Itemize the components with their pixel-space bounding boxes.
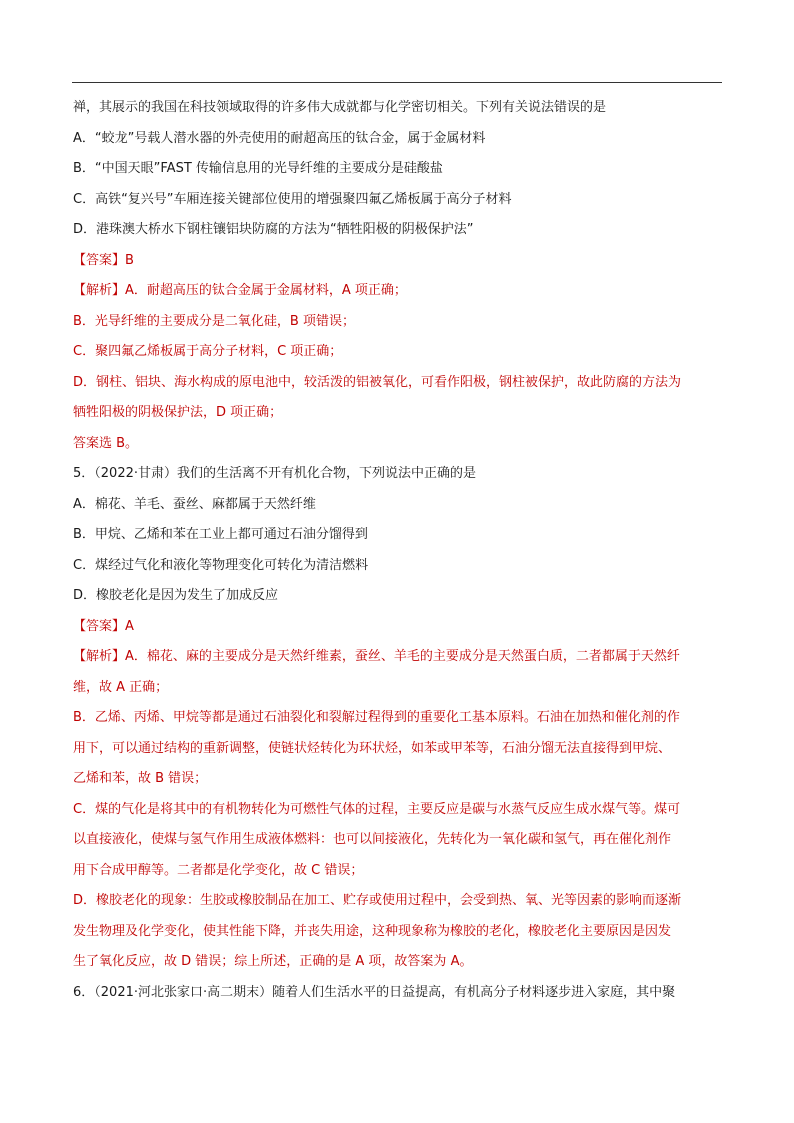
analysis-line: 以直接液化，使煤与氢气作用生成液体燃料：也可以间接液化，先转化为一氧化碳和氢气，再在催化剂作 (73, 832, 672, 847)
option-line: C．煤经过气化和液化等物理变化可转化为清洁燃料 (73, 557, 369, 573)
answer-line: 【答案】A (73, 618, 134, 634)
option-line: B．“中国天眼”FAST 传输信息用的光导纤维的主要成分是硅酸盐 (73, 161, 443, 176)
analysis-line: 牺牲阳极的阴极保护法，D 项正确； (73, 405, 283, 420)
answer-choice-line: 答案选 B。 (73, 435, 139, 451)
question-line: 6．（2021·河北张家口·高二期末）随着人们生活水平的日益提高，有机高分子材料逐步进入家庭，其中聚 (73, 984, 676, 1000)
document-body (73, 100, 723, 1015)
header-rule (72, 82, 722, 83)
analysis-line: C．聚四氟乙烯板属于高分子材料，C 项正确； (73, 344, 343, 359)
analysis-line: 用下，可以通过结构的重新调整，使链状烃转化为环状烃，如苯或甲苯等，石油分馏无法直接得到甲烷、 (73, 740, 672, 756)
analysis-line: 维，故 A 正确； (73, 679, 169, 695)
analysis-line: 用下合成甲醇等。二者都是化学变化，故 C 错误； (73, 862, 364, 878)
text-line: 禅，其展示的我国在科技领域取得的许多伟大成就都与化学密切相关。下列有关说法错误的是 (73, 100, 607, 115)
analysis-line: 生了氧化反应，故 D 错误；综上所述，正确的是 A 项，故答案为 A。 (73, 954, 473, 969)
analysis-line: B．乙烯、丙烯、甲烷等都是通过石油裂化和裂解过程得到的重要化工基本原料。石油在加热和催化剂的作 (73, 710, 680, 725)
analysis-line: C．煤的气化是将其中的有机物转化为可燃性气体的过程，主要反应是碳与水蒸气反应生成水煤气等。煤可 (73, 801, 681, 817)
option-line: D．港珠澳大桥水下钢柱镶铝块防腐的方法为“牺牲阳极的阴极保护法” (73, 222, 474, 237)
option-line: B．甲烷、乙烯和苯在工业上都可通过石油分馏得到 (73, 527, 368, 542)
option-line: A．棉花、羊毛、蚕丝、麻都属于天然纤维 (73, 496, 316, 512)
option-line: A．“蛟龙”号载人潜水器的外壳使用的耐超高压的钛合金，属于金属材料 (73, 130, 486, 146)
question-line: 5．（2022·甘肃）我们的生活离不开有机化合物，下列说法中正确的是 (73, 466, 476, 481)
answer-line: 【答案】B (73, 252, 134, 268)
analysis-line: 乙烯和苯，故 B 错误； (73, 771, 208, 786)
analysis-line: D．钢柱、铝块、海水构成的原电池中，较活泼的铝被氧化，可看作阳极，钢柱被保护，故此防腐的方法为 (73, 374, 682, 390)
option-line: C．高铁“复兴号”车厢连接关键部位使用的增强聚四氟乙烯板属于高分子材料 (73, 191, 512, 207)
analysis-line: D．橡胶老化的现象：生胶或橡胶制品在加工、贮存或使用过程中，会受到热、氧、光等因素的影响而逐渐 (73, 893, 682, 908)
analysis-line: 【解析】A．棉花、麻的主要成分是天然纤维素，蚕丝、羊毛的主要成分是天然蛋白质，二者都属于天然纤 (73, 649, 680, 664)
analysis-line: 发生物理及化学变化，使其性能下降，并丧失用途，这种现象称为橡胶的老化，橡胶老化主要原因是因发 (73, 923, 672, 939)
analysis-line: B．光导纤维的主要成分是二氧化硅，B 项错误； (73, 313, 355, 329)
analysis-line: 【解析】A．耐超高压的钛合金属于金属材料，A 项正确； (73, 283, 407, 298)
option-line: D．橡胶老化是因为发生了加成反应 (73, 588, 279, 603)
